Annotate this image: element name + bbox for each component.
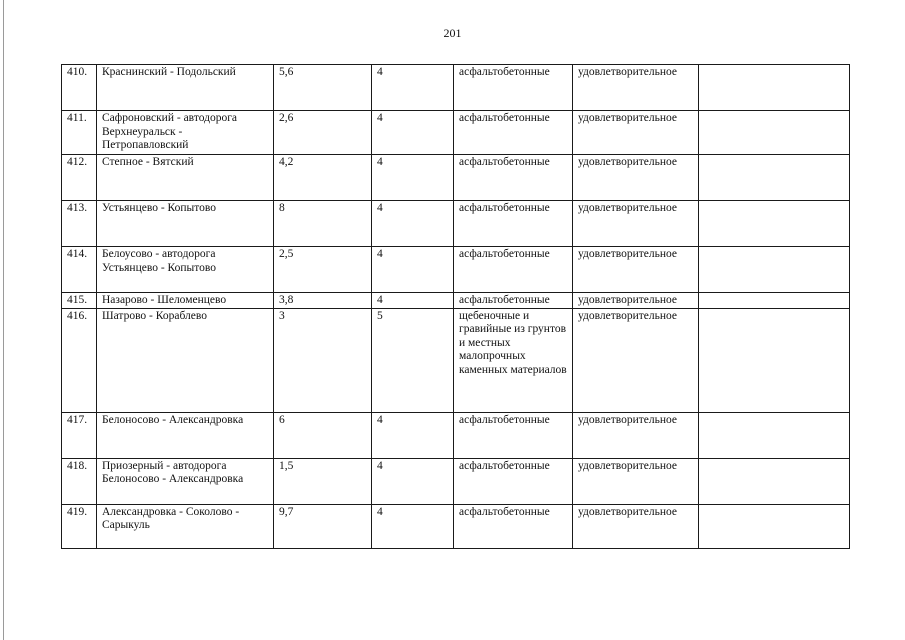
page-number: 201: [443, 26, 462, 40]
road-category: 4: [372, 412, 454, 458]
road-note: [699, 155, 850, 201]
road-length: 1,5: [274, 458, 372, 504]
road-surface: асфальтобетонные: [454, 247, 573, 293]
road-name: Белоносово - Александровка: [97, 412, 274, 458]
table-row: [62, 293, 850, 309]
row-number: 417.: [62, 412, 97, 458]
row-number: 411.: [62, 111, 97, 155]
road-note: [699, 293, 850, 309]
table-row: [62, 308, 850, 412]
row-number: 412.: [62, 155, 97, 201]
road-name: Степное - Вятский: [97, 155, 274, 201]
road-surface: асфальтобетонные: [454, 111, 573, 155]
road-condition: удовлетворительное: [573, 111, 699, 155]
road-note: [699, 247, 850, 293]
row-number: 414.: [62, 247, 97, 293]
road-note: [699, 458, 850, 504]
row-number: 416.: [62, 308, 97, 412]
road-length: 5,6: [274, 65, 372, 111]
row-number: 413.: [62, 201, 97, 247]
table-row: [62, 65, 850, 111]
road-category: 4: [372, 504, 454, 548]
road-note: [699, 65, 850, 111]
road-surface: асфальтобетонные: [454, 458, 573, 504]
road-condition: удовлетворительное: [573, 65, 699, 111]
road-category: 4: [372, 155, 454, 201]
road-name: Краснинский - Подольский: [97, 65, 274, 111]
road-length: 3: [274, 308, 372, 412]
row-number: 415.: [62, 293, 97, 309]
road-category: 4: [372, 458, 454, 504]
road-length: 2,5: [274, 247, 372, 293]
road-category: 4: [372, 247, 454, 293]
roads-table: [61, 64, 850, 549]
road-name: Сафроновский - автодорога Верхнеуральск - Петропавловский: [97, 111, 274, 155]
road-name: Белоусово - автодорога Устьянцево - Копытово: [97, 247, 274, 293]
road-name: Приозерный - автодорога Белоносово - Александровка: [97, 458, 274, 504]
road-category: 4: [372, 111, 454, 155]
road-name: Александровка - Соколово - Сарыкуль: [97, 504, 274, 548]
table-row: [62, 247, 850, 293]
row-number: 419.: [62, 504, 97, 548]
road-category: 5: [372, 308, 454, 412]
road-condition: удовлетворительное: [573, 201, 699, 247]
road-surface: щебеночные и гравийные из грунтов и местных малопрочных каменных материалов: [454, 308, 573, 412]
road-length: 2,6: [274, 111, 372, 155]
road-condition: удовлетворительное: [573, 504, 699, 548]
table-row: [62, 504, 850, 548]
road-surface: асфальтобетонные: [454, 504, 573, 548]
road-note: [699, 111, 850, 155]
road-surface: асфальтобетонные: [454, 65, 573, 111]
road-condition: удовлетворительное: [573, 293, 699, 309]
scan-margin-line: [3, 0, 4, 640]
road-note: [699, 308, 850, 412]
road-surface: асфальтобетонные: [454, 412, 573, 458]
road-length: 6: [274, 412, 372, 458]
road-length: 8: [274, 201, 372, 247]
road-note: [699, 201, 850, 247]
road-condition: удовлетворительное: [573, 308, 699, 412]
road-name: Назарово - Шеломенцево: [97, 293, 274, 309]
road-surface: асфальтобетонные: [454, 293, 573, 309]
road-condition: удовлетворительное: [573, 412, 699, 458]
row-number: 410.: [62, 65, 97, 111]
table-row: [62, 412, 850, 458]
table-row: [62, 458, 850, 504]
road-condition: удовлетворительное: [573, 247, 699, 293]
table-row: [62, 201, 850, 247]
road-length: 9,7: [274, 504, 372, 548]
road-surface: асфальтобетонные: [454, 155, 573, 201]
road-name: Шатрово - Кораблево: [97, 308, 274, 412]
road-category: 4: [372, 293, 454, 309]
road-category: 4: [372, 201, 454, 247]
road-note: [699, 504, 850, 548]
road-category: 4: [372, 65, 454, 111]
road-condition: удовлетворительное: [573, 458, 699, 504]
table-row: [62, 111, 850, 155]
road-condition: удовлетворительное: [573, 155, 699, 201]
road-name: Устьянцево - Копытово: [97, 201, 274, 247]
row-number: 418.: [62, 458, 97, 504]
road-length: 3,8: [274, 293, 372, 309]
road-note: [699, 412, 850, 458]
road-length: 4,2: [274, 155, 372, 201]
road-surface: асфальтобетонные: [454, 201, 573, 247]
table-row: [62, 155, 850, 201]
